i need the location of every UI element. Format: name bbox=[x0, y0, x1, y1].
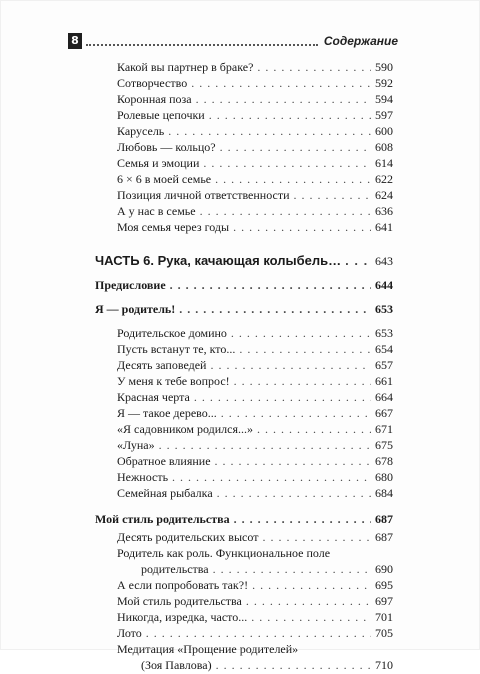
toc-entry-continuation[interactable]: (Зоя Павлова) . . . 710 bbox=[141, 656, 393, 674]
header-leader bbox=[86, 44, 318, 46]
toc-entry[interactable]: Никогда, изредка, часто... . . . 701 bbox=[117, 608, 393, 626]
toc-entry[interactable]: Семейная рыбалка . . . 684 bbox=[117, 484, 393, 502]
toc-entry[interactable]: Нежность . . . 680 bbox=[117, 468, 393, 486]
toc-entry[interactable]: А если попробовать так?! . . . 695 bbox=[117, 576, 393, 594]
toc-entry[interactable]: Сотворчество . . . 592 bbox=[117, 74, 393, 92]
toc-entry[interactable]: Семья и эмоции . . . 614 bbox=[117, 154, 393, 172]
toc-entry[interactable]: Ролевые цепочки . . . 597 bbox=[117, 106, 393, 124]
toc-entry[interactable]: Позиция личной ответственности . . . 624 bbox=[117, 186, 393, 204]
toc-entry[interactable]: Десять родительских высот . . . 687 bbox=[117, 528, 393, 546]
toc-entry[interactable]: Пусть встанут те, кто... . . . 654 bbox=[117, 340, 393, 358]
toc-entry[interactable]: Я — такое дерево... . . . 667 bbox=[117, 404, 393, 422]
toc-section-preface[interactable]: Предисловие . . . 644 bbox=[95, 276, 393, 294]
toc-entry[interactable]: Десять заповедей . . . 657 bbox=[117, 356, 393, 374]
toc-part-heading[interactable]: ЧАСТЬ 6. Рука, качающая колыбель… . . . 643 bbox=[95, 252, 393, 270]
toc-entry[interactable]: У меня к тебе вопрос! . . . 661 bbox=[117, 372, 393, 390]
section-title: Содержание bbox=[323, 34, 398, 48]
toc-entry[interactable]: Родительское домино . . . 653 bbox=[117, 324, 393, 342]
toc-entry-line[interactable]: Родитель как роль. Функциональное поле bbox=[117, 546, 331, 560]
toc-section-style[interactable]: Мой стиль родительства . . . 687 bbox=[95, 510, 393, 528]
toc-entry[interactable]: 6 × 6 в моей семье . . . 622 bbox=[117, 170, 393, 188]
toc-entry[interactable]: Мой стиль родительства . . . 697 bbox=[117, 592, 393, 610]
toc-entry[interactable]: Любовь — кольцо? . . . 608 bbox=[117, 138, 393, 156]
toc-entry[interactable]: Моя семья через годы . . . 641 bbox=[117, 218, 393, 236]
toc-entry[interactable]: Коронная поза . . . 594 bbox=[117, 90, 393, 108]
toc-entry[interactable]: «Луна» . . . 675 bbox=[117, 436, 393, 454]
toc-entry[interactable]: Красная черта . . . 664 bbox=[117, 388, 393, 406]
toc-entry[interactable]: Обратное влияние . . . 678 bbox=[117, 452, 393, 470]
toc-entry[interactable]: Лото . . . 705 bbox=[117, 624, 393, 642]
toc-entry[interactable]: «Я садовником родился...» . . . 671 bbox=[117, 420, 393, 438]
running-header bbox=[68, 33, 398, 49]
toc-section-parent[interactable]: Я — родитель! . . . 653 bbox=[95, 300, 393, 318]
toc-entry[interactable]: Карусель . . . 600 bbox=[117, 122, 393, 140]
toc-entry-line[interactable]: Медитация «Прощение родителей» bbox=[117, 642, 299, 656]
page-number: 8 bbox=[68, 33, 82, 49]
toc-entry[interactable]: А у нас в семье . . . 636 bbox=[117, 202, 393, 220]
toc-entry[interactable]: Какой вы партнер в браке? . . . 590 bbox=[117, 58, 393, 76]
toc-entry-continuation[interactable]: родительства . . . 690 bbox=[141, 560, 393, 578]
